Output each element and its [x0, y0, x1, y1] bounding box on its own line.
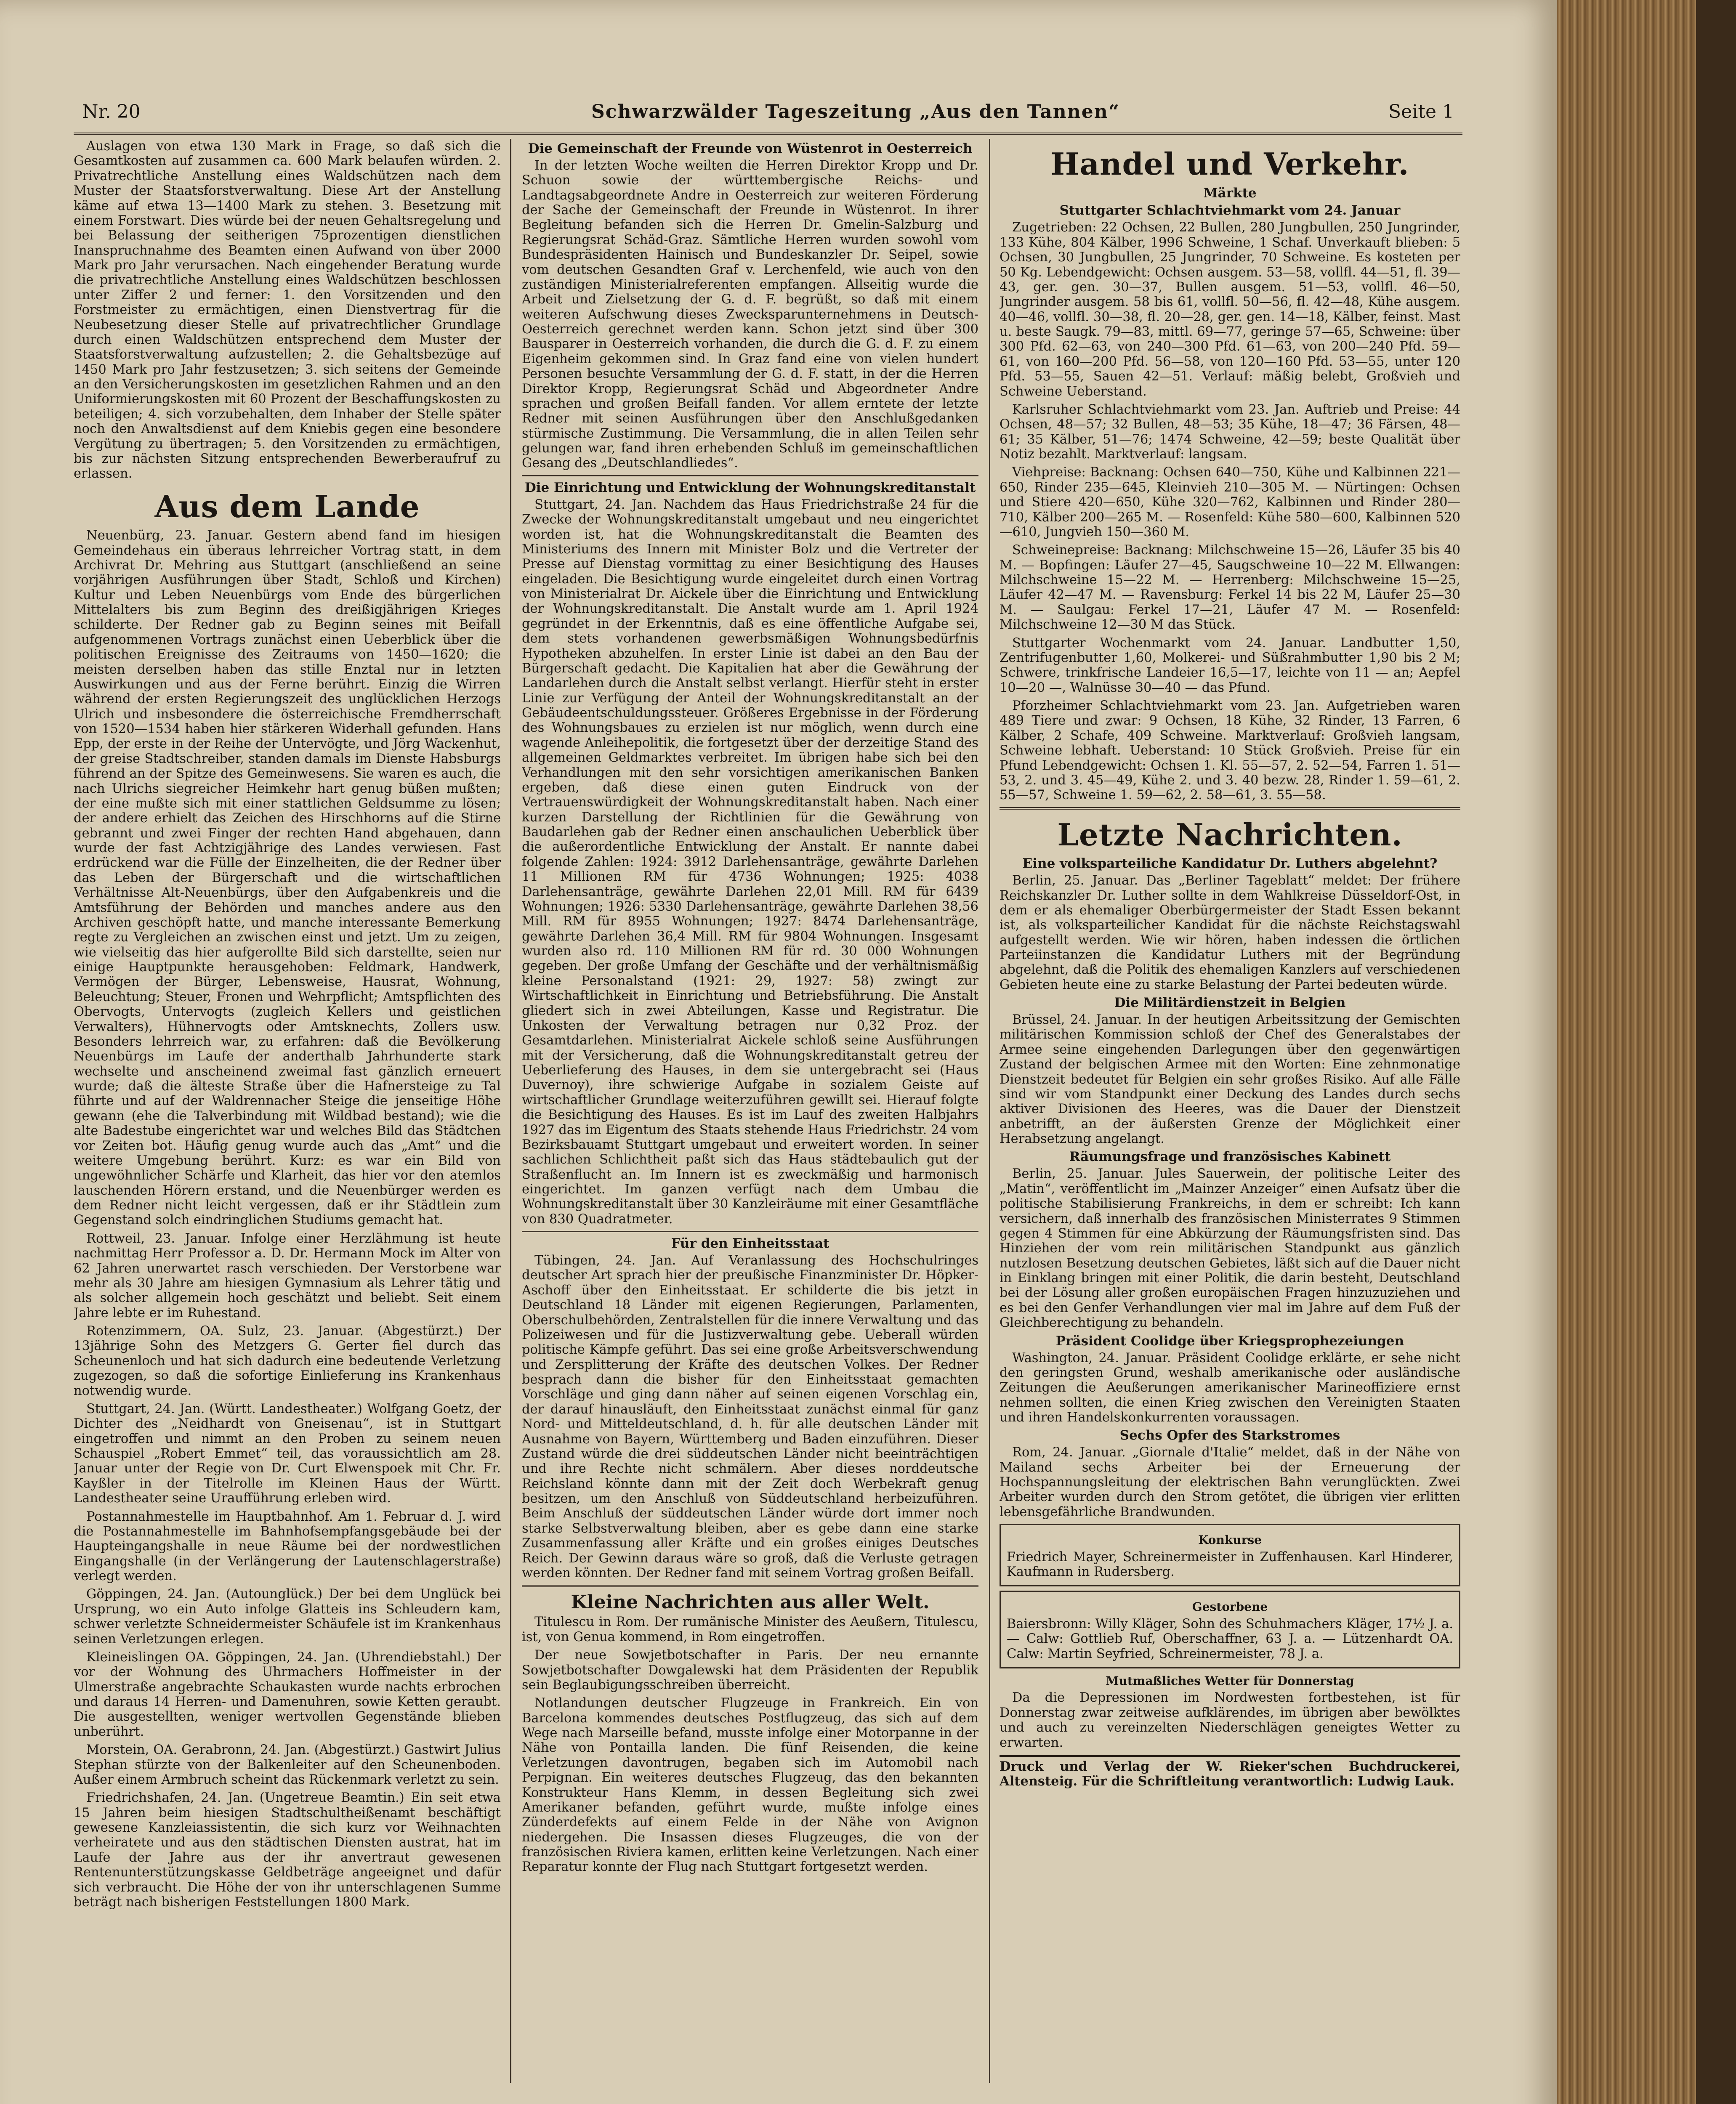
- divider: [522, 1585, 978, 1587]
- imprint: [1000, 1755, 1460, 1789]
- newspaper-title: Schwarzwälder Tageszeitung „Aus den Tannen“: [591, 101, 1120, 122]
- market-schweinepreise: Schweinepreise: Backnang: Milchschweine 15—26, Läufer 35 bis 40 M. — Bopfingen: Läufer 27—45, Saugschweine 10—22 M. Ellwangen: Milchschweine 15—22 M. — Herrenberg: Milchschweine 15—25, Läufer 42—47 M. — Ravensburg: Ferkel 14 bis 22 M, Läufer 25—30 M. — Saulgau: Ferkel 17—21, Läufer 47 M. — Rosenfeld: Milchschweine 12—30 M das Stück.: [1000, 543, 1460, 632]
- article-morstein: Morstein, OA. Gerabronn, 24. Jan. (Abgestürzt.) Gastwirt Julius Stephan stürzte von der Balkenleiter auf den Scheunenboden. Außer einem Armbruch scheint das Rückenmark verletzt zu sein.: [74, 1743, 501, 1787]
- divider: [1000, 807, 1460, 810]
- article-raeumung: Berlin, 25. Januar. Jules Sauerwein, der politische Leiter des „Matin“, veröffentlicht im „Mainzer Anzeiger“ einen Aufsatz über die politische Stabilisierung Frankreichs, in dem er schreibt: Ich kann versichern, daß innerhalb des französischen Ministerrates 9 Stimmen gegen 4 Stimmen für eine Abkürzung der Räumungsfristen sind. Das Hinziehen der vom rein militärischen Standpunkt aus gänzlich nutzlosen Besetzung deutschen Gebietes, läßt sich auf die Dauer nicht in Einklang bringen mit einer Politik, die darin besteht, Deutschland bei der Lösung aller großen europäischen Fragen hinzuzuziehen und es bei den Genfer Verhandlungen vier mal im Jahre auf dem Fuß der Gleichberechtigung zu behandeln.: [1000, 1166, 1460, 1331]
- gestorbene-text: Baiersbronn: Willy Kläger, Sohn des Schuhmachers Kläger, 17½ J. a. — Calw: Gottlieb Ruf, Oberschaffner, 63 J. a. — Lützenhardt OA. Calw: Martin Seyfried, Schreinermeister, 78 J. a.: [1007, 1616, 1453, 1661]
- market-wochenmarkt: Stuttgarter Wochenmarkt vom 24. Januar. Landbutter 1,50, Zentrifugenbutter 1,60, Molkerei- und Süßrahmbutter 1,90 bis 2 M; Schwere, trinkfrische Landeier 16,5—17, leichte von 11 — an; Aepfel 10—20 —, Walnüsse 30—40 — das Pfund.: [1000, 635, 1460, 695]
- column-3: [1000, 139, 1460, 2104]
- article-starkstrom: Rom, 24. Januar. „Giornale d'Italie“ meldet, daß in der Nähe von Mailand sechs Arbeiter bei der Erneuerung der Hochspannungsleitung der elektrischen Bahn verunglückten. Zwei Arbeiter wurden durch den Strom getötet, die übrigen vier erlitten lebensgefährliche Brandwunden.: [1000, 1445, 1460, 1520]
- article-wohnungskreditanstalt: Stuttgart, 24. Jan. Nachdem das Haus Friedrichstraße 24 für die Zwecke der Wohnungskreditanstalt umgebaut und neu eingerichtet worden ist, hat die Wohnungskreditanstalt die Beamten des Ministeriums des Innern mit Minister Bolz und die Vertreter der Presse auf Dienstag vormittag zu einer Besichtigung des Hauses eingeladen. Die Besichtigung wurde eingeleitet durch einen Vortrag von Ministerialrat Dr. Aickele über die Einrichtung und Entwicklung der Wohnungskreditanstalt. Die Anstalt wurde am 1. April 1924 gegründet in der Erkenntnis, daß es eine öffentliche Aufgabe sei, dem stets vorhandenen gewerbsmäßigen Wohnungsbedürfnis Hypotheken abzuhelfen. In erster Linie ist dabei an den Bau der Bürgerschaft gedacht. Die Kapitalien hat aber die Gewährung der Landarlehen durch die Anstalt selbst verlangt. Hierfür steht in erster Linie zur Verfügung der Anteil der Wohnungskreditanstalt an der Gebäudeentschuldungssteuer. Größeres Ergebnisse in der Förderung des Wohnungsbaues zu erzielen ist nur möglich, wenn durch eine wagende Anleihepolitik, die fortgesetzt über der derzeitige Stand des allgemeinen Geldmarktes verbreitet. Im übrigen habe sich bei den Verhandlungen mit den sehr vorsichtigen amerikanischen Banken ergeben, daß diese einen guten Eindruck von der Vertrauenswürdigkeit der Wohnungskreditanstalt haben. Nach einer kurzen Darstellung der Richtlinien für die Gewährung von Baudarlehen gab der Redner einen anschaulichen Ueberblick über die außerordentliche Entwicklung der Anstalt. Er nannte dabei folgende Zahlen: 1924: 3912 Darlehensanträge, gewährte Darlehen 11 Millionen RM für 4736 Wohnungen; 1925: 4038 Darlehensanträge, gewährte Darlehen 22,01 Mill. RM für 6439 Wohnungen; 1926: 5330 Darlehensanträge, gewährte Darlehen 38,56 Mill. RM für 8955 Wohnungen; 1927: 8474 Darlehensanträge, gewährte Darlehen 36,4 Mill. RM für 9804 Wohnungen. Insgesamt wurden also rd. 110 Millionen RM für rd. 30 000 Wohnungen gegeben. Der große Umfang der Geschäfte und der verhältnismäßig kleine Personalstand (1921: 29, 1927: 58) zwingt zur Wirtschaftlichkeit in Einrichtung und Betriebsführung. Die Anstalt gliedert sich in zwei Abteilungen, Kasse und Registratur. Die Unkosten der Verwaltung betragen nur 0,32 Proz. der Gesamtdarlehen. Ministerialrat Aickele schloß seine Ausführungen mit der Versicherung, daß die Wohnungskreditanstalt getreu der Ueberlieferung des Hauses, in dem sie untergebracht sei (Haus Duvernoy), ihre schwierige Aufgabe in sozialem Geiste auf wirtschaftlicher Grundlage weiterzuführen gewillt sei. Hierauf folgte die Besichtigung des Hauses. Es ist im Lauf des zweiten Halbjahrs 1927 das im Eigentum des Staats stehende Haus Friedrichstr. 24 vom Bezirksbauamt Stuttgart umgebaut und erweitert worden. In seiner sachlichen Schlichtheit paßt sich das Haus städtebaulich gut der Straßenflucht an. Im Innern ist es zweckmäßig und harmonisch eingerichtet. Im ganzen verfügt nach dem Umbau die Wohnungskreditanstalt über 30 Kanzleiräume mit einer Gesamtfläche von 830 Quadratmeter.: [522, 497, 978, 1227]
- headline-konkurse: Konkurse: [1198, 1533, 1262, 1547]
- section-heading-handel: Handel und Verkehr.: [1050, 146, 1409, 182]
- divider: [522, 475, 978, 476]
- market-stuttgart-schlachtvieh: Zugetrieben: 22 Ochsen, 22 Bullen, 280 Jungbullen, 250 Jungrinder, 133 Kühe, 804 Kälber, 1996 Schweine, 1 Schaf. Unverkauft blieben: 5 Ochsen, 30 Jungbullen, 25 Jungrinder, 70 Schweine. Es kosteten per 50 Kg. Lebendgewicht: Ochsen ausgem. 53—58, vollfl. 44—51, fl. 39—43, ger. gen. 30—37, Bullen ausgem. 51—53, vollfl. 46—50, Jungrinder ausgem. 58 bis 61, vollfl. 50—56, fl. 42—48, Kühe ausgem. 40—46, vollfl. 30—38, fl. 20—28, ger. gen. 14—18, Kälber, feinst. Mast u. beste Saugk. 79—83, mittl. 69—77, geringe 57—65, Schweine: über 300 Pfd. 62—63, von 240—300 Pfd. 61—63, von 200—240 Pfd. 59—61, von 160—200 Pfd. 56—58, von 120—160 Pfd. 53—55, unter 120 Pfd. 53—55, Sauen 42—51. Verlauf: mäßig belebt, Großvieh und Schweine Ueberstand.: [1000, 220, 1460, 399]
- headline-einheitsstaat: Für den Einheitsstaat: [671, 1236, 829, 1251]
- headline-starkstrom: Sechs Opfer des Starkstromes: [1119, 1428, 1340, 1443]
- column-rule: [989, 139, 990, 2083]
- article-goeppingen: Göppingen, 24. Jan. (Autounglück.) Der bei dem Unglück bei Ursprung, wo ein Auto infolge Glatteis ins Schleudern kam, schwer verletzte Schneidermeister Schäufele ist im Krankenhaus seinen Verletzungen erlegen.: [74, 1587, 501, 1647]
- article-coolidge: Washington, 24. Januar. Präsident Coolidge erklärte, er sehe nicht den geringsten Grund, weshalb amerikanische oder ausländische Zeitungen die Aeußerungen amerikanischer Marineoffiziere ernst nehmen sollten, die einen Krieg zwischen den Vereinigten Staaten und ihren Handelskonkurrenten voraussagen.: [1000, 1350, 1460, 1425]
- konkurse-text: Friedrich Mayer, Schreinermeister in Zuffenhausen. Karl Hinderer, Kaufmann in Rudersberg.: [1007, 1549, 1453, 1580]
- section-heading-kleine-nachrichten: Kleine Nachrichten aus aller Welt.: [571, 1591, 930, 1613]
- article-einheitsstaat: Tübingen, 24. Jan. Auf Veranlassung des Hochschulringes deutscher Art sprach hier der preußische Finanzminister Dr. Höpker-Aschoff über den Einheitsstaat. Er schilderte die bis jetzt in Deutschland 18 Länder mit eigenen Regierungen, Parlamenten, Oberschulbehörden, Zentralstellen für die innere Verwaltung und das Polizeiwesen und für die Justizverwaltung gebe. Ueberall würden politische Kämpfe geführt. Das sei eine große Arbeitsverschwendung und Zersplitterung der Kräfte des deutschen Volkes. Der Redner besprach dann die bisher für den Einheitsstaat gemachten Vorschläge und ging dann näher auf seinen eigenen Vorschlag ein, der darauf hinausläuft, den Einheitsstaat zunächst einmal für ganz Nord- und Mitteldeutschland, d. h. für alle deutschen Länder mit Ausnahme von Bayern, Württemberg und Baden einzuführen. Dieser Zustand würde die drei süddeutschen Länder nicht beeinträchtigen und ihre Rechte nicht schmälern. Aber dieses norddeutsche Reichsland könnte dann mit der Zeit doch Werbekraft genug besitzen, um den Anschluß von Süddeutschland herbeizuführen. Beim Anschluß der süddeutschen Länder würde dort immer noch starke Selbstverwaltung bleiben, aber es gebe dann eine starke Zusammenfassung aller Kräfte und ein großes einiges Deutsches Reich. Der Gewinn daraus wäre so groß, daß die Verluste getragen werden könnten. Der Redner fand mit seinem Vortrag großen Beifall.: [522, 1253, 978, 1581]
- book-binding: [1696, 0, 1736, 2104]
- article-text: Auslagen von etwa 130 Mark in Frage, so daß sich die Gesamtkosten auf zusammen ca. 600 Mark belaufen würden. 2. Privatrechtliche Anstellung eines Waldschützen nach dem Muster der Staatsforstverwaltung. Diese Art der Anstellung käme auf etwa 13—1400 Mark zu stehen. 3. Besetzung mit einem Forstwart. Dies würde bei der neuen Gehaltsregelung und bei Belassung der seitherigen 75prozentigen dienstlichen Inanspruchnahme des Beamten einen Aufwand von über 2000 Mark pro Jahr verursachen. Nach eingehender Beratung wurde die privatrechtliche Anstellung eines Waldschützen beschlossen unter Ziffer 2 und ferner: 1. den Vorsitzenden und den Forstmeister zu ermächtigen, einen Dienstvertrag für die Neubesetzung dieser Stelle auf privatrechtlicher Grundlage durch einen Waldschützen entsprechend dem Muster der Staatsforstverwaltung aufzustellen; 2. die Gehaltsbezüge auf 1450 Mark pro Jahr festzusetzen; 3. sich seitens der Gemeinde an den Versicherungskosten im gesetzlichen Rahmen und an den Uniformierungskosten mit 60 Prozent der Beschaffungskosten zu beteiligen; 4. sich vorzubehalten, dem Inhaber der Stelle später noch den Anwaltsdienst auf dem Kniebis gegen eine besondere Vergütung zu übertragen; 5. den Vorsitzenden zu ermächtigen, bis zur nächsten Sitzung entsprechenden Bewerberaufruf zu erlassen.: [74, 139, 501, 481]
- headline-wuestenrot: Die Gemeinschaft der Freunde von Wüstenrot in Oesterreich: [528, 141, 973, 156]
- article-friedrichshafen: Friedrichshafen, 24. Jan. (Ungetreue Beamtin.) Ein seit etwa 15 Jahren beim hiesigen Stadtschultheißenamt beschäftigt gewesene Kanzleiassistentin, die sich kurz vor Weihnachten verheiratete und aus den städtischen Diensten austrat, hat im Laufe der Jahre aus der ihr anvertraut gewesenen Rentenunterstützungskasse Geldbeträge angeeignet und dafür sich verbraucht. Die Höhe der von ihr unterschlagenen Summe beträgt nach bisherigen Feststellungen 1800 Mark.: [74, 1791, 501, 1910]
- column-rule: [510, 139, 511, 2083]
- headline-coolidge: Präsident Coolidge über Kriegsprophezeiungen: [1055, 1333, 1404, 1349]
- article-rotenzimmern: Rotenzimmern, OA. Sulz, 23. Januar. (Abgestürzt.) Der 13jährige Sohn des Metzgers G. Gerter fiel durch das Scheunenloch und hat sich dadurch eine bedeutende Verletzung zugezogen, so daß die sofortige Einlieferung ins Krankenhaus notwendig wurde.: [74, 1324, 501, 1398]
- market-viehpreise: Viehpreise: Backnang: Ochsen 640—750, Kühe und Kalbinnen 221—650, Rinder 235—645, Kleinvieh 210—305 M. — Nürtingen: Ochsen und Stiere 420—650, Kühe 320—762, Kalbinnen und Rinder 280—710, Kälber 200—265 M. — Rosenfeld: Kühe 580—600, Kalbinnen 520—610, Jungvieh 150—360 M.: [1000, 465, 1460, 539]
- article-notlandungen: Notlandungen deutscher Flugzeuge in Frankreich. Ein von Barcelona kommendes deutsches Postflugzeug, das sich auf dem Wege nach Marseille befand, musste infolge einer Motorpanne in der Nähe von Pontailla landen. Die fünf Reisenden, die keine Verletzungen davontrugen, begaben sich im Automobil nach Perpignan. Ein weiteres deutsches Flugzeug, das den bekannten Konstrukteur Hans Klemm, in dessen Begleitung sich zwei Amerikaner befanden, geführt wurde, mußte infolge eines Zünderdefekts auf einem Felde in der Nähe von Avignon niedergehen. Die Insassen dieses Flugzeuges, die von der französischen Riviera kamen, erlitten keine Verletzungen. Nach einer Reparatur konnte der Flug nach Stuttgart fortgesetzt werden.: [522, 1696, 978, 1875]
- article-wuestenrot: In der letzten Woche weilten die Herren Direktor Kropp und Dr. Schuon sowie der württembergische Reichs- und Landtagsabgeordnete Andre in Oesterreich zur weiteren Förderung der Sache der Gemeinschaft der Freunde in Wüstenrot. In ihrer Begleitung befanden sich die Herren Dr. Gmelin-Salzburg und Regierungsrat Schäd-Graz. Sämtliche Herren wurden sowohl vom Bundespräsidenten Hainisch und Bundeskanzler Dr. Seipel, sowie vom deutschen Gesandten Graf v. Lerchenfeld, wie auch von den zuständigen Ministerialreferenten empfangen. Allseitig wurde die Arbeit und Zielsetzung der G. d. F. begrüßt, so daß mit einem weiteren Aufschwung dieses Zwecksparunternehmens in Deutsch-Oesterreich gerechnet werden kann. Schon jetzt sind über 300 Bausparer in Oesterreich vorhanden, die durch die G. d. F. zu einem Eigenheim gekommen sind. In Graz fand eine von vielen hundert Personen besuchte Versammlung der G. d. F. statt, in der die Herren Direktor Kropp, Regierungsrat Schäd und Abgeordneter Andre sprachen und großen Beifall fanden. Vor allem erntete der letzte Redner mit seinen Ausführungen über den Anschlußgedanken stürmische Zustimmung. Die Versammlung, die in allen Teilen sehr gelungen war, fand ihren erhebenden Schluß im gemeinschaftlichen Gesang des „Deutschlandliedes“.: [522, 158, 978, 471]
- imprint-text: Druck und Verlag der W. Rieker'schen Buchdruckerei, Altensteig. Für die Schriftleitung verantwortlich: Ludwig Lauk.: [1000, 1759, 1460, 1789]
- headline-luther: Eine volksparteiliche Kandidatur Dr. Luthers abgelehnt?: [1022, 856, 1438, 871]
- article-neuenbuerg: Neuenbürg, 23. Januar. Gestern abend fand im hiesigen Gemeindehaus ein überaus lehrreicher Vortrag statt, in dem Archivrat Dr. Mehring aus Stuttgart (anschließend an seine vorjährigen Ausführungen über Stadt, Schloß und Kirchen) Kultur und Leben Neuenbürgs vom Ende des bürgerlichen Mittelalters bis zum Beginn des dreißigjährigen Krieges schilderte. Der Redner gab zu Beginn seines mit Beifall aufgenommenen Vortrags zunächst einen Ueberblick über die politischen Ereignisse des Zeitraums von 1450—1620; die meisten derselben haben das stille Enztal nur in letzten Auswirkungen und aus der Ferne berührt. Einzig die Wirren während der ersten Regierungszeit des unglücklichen Herzogs Ulrich und insbesondere die österreichische Fremdherrschaft von 1520—1534 haben hier stärkeren Widerhall gefunden. Hans Epp, der erste in der Reihe der Untervögte, und Jörg Wackenhut, der greise Stadtschreiber, standen damals im Dienste Habsburgs führend an der Spitze des Gemeinwesens. Sie waren es auch, die nach Ulrichs siegreicher Heimkehr hart genug büßen mußten; der eine mußte sich mit einer stattlichen Geldsumme zu lösen; der andere erhielt das Zeichen des Hirschhorns auf die Stirne gebrannt und zwei Finger der rechten Hand abgehauen, dann wurde der fast Achtzigjährige des Landes verwiesen. Fast erdrückend war die Fülle der Einzelheiten, die der Redner über das Leben der Bürgerschaft und die wirtschaftlichen Verhältnisse Alt-Neuenbürgs, über den Aufgabenkreis und die Amtsführung der Behörden und manches andere aus den Archiven geschöpft hatte, und manche interessante Bemerkung regte zu Vergleichen an zwischen einst und jetzt. Um zu zeigen, wie vielseitig das hier aufgerollte Bild sich darstellte, seien nur einige Hauptpunkte herausgehoben: Feldmark, Handwerk, Vermögen der Bürger, Lebensweise, Hausrat, Wohnung, Beleuchtung; Steuer, Fronen und Wehrpflicht; Amtspflichten des Obervogts, Untervogts (zugleich Kellers und geistlichen Verwalters), Hühnervogts oder Amtsknechts, Zollers usw. Besonders lehrreich war, zu erfahren: daß die Bevölkerung Neuenbürgs im Laufe der anderthalb Jahrhunderte stark wechselte und anscheinend zweimal fast gänzlich erneuert wurde; daß die älteste Straße über die Hafnersteige zu Tal führte und auf der Waldrennacher Steige die jenseitige Höhe gewann (ehe die Talverbindung mit Wildbad bestand); wie die alte Badestube eingerichtet war und welches Bild das Städtchen vor Zeiten bot. Häufig genug wurde auch das „Amt“ und die weitere Umgebung berührt. Kurz: es war ein Bild von ungewöhnlicher Schärfe und Klarheit, das hier vor den atemlos lauschenden Hörern erstand, und die Neuenbürger werden es dem Redner nicht leicht vergessen, daß er ihr Städtlein zum Gegenstand solch eindringlichen Studiums gemacht hat.: [74, 528, 501, 1228]
- article-sowjetbotschafter: Der neue Sowjetbotschafter in Paris. Der neu ernannte Sowjetbotschafter Dowgalewski hat dem Präsidenten der Republik sein Beglaubigungsschreiben überreicht.: [522, 1648, 978, 1692]
- article-postannahme: Postannahmestelle im Hauptbahnhof. Am 1. Februar d. J. wird die Postannahmestelle im Bahnhofsempfangsgebäude bei der Haupteingangshalle in neue Räume bei der nordwestlichen Eingangshalle (in der Verlängerung der Lautenschlagerstraße) verlegt werden.: [74, 1509, 501, 1584]
- headline-stuttgart-schlachtvieh: Stuttgarter Schlachtviehmarkt vom 24. Januar: [1059, 203, 1401, 218]
- article-belgien: Brüssel, 24. Januar. In der heutigen Arbeitssitzung der Gemischten militärischen Kommission schloß der Chef des Generalstabes der Armee seine eingehenden Darlegungen über den gegenwärtigen Zustand der belgischen Armee mit den Worten: Eine zehnmonatige Dienstzeit bedeutet für Belgien ein sehr großes Risiko. Auf alle Fälle sind wir vom Standpunkt einer Deckung des Landes durch sechs aktiver Divisionen des Heeres, was die Dauer der Dienstzeit anbetrifft, an der äußersten Grenze der Möglichkeit einer Herabsetzung angelangt.: [1000, 1012, 1460, 1147]
- article-titulescu: Titulescu in Rom. Der rumänische Minister des Aeußern, Titulescu, ist, von Genua kommend, in Rom eingetroffen.: [522, 1615, 978, 1644]
- section-heading-aus-dem-lande: Aus dem Lande: [154, 488, 420, 524]
- notice-gestorbene: [1000, 1591, 1460, 1668]
- section-heading-letzte-nachrichten: Letzte Nachrichten.: [1057, 816, 1403, 853]
- book-page-edges: [1557, 0, 1736, 2104]
- headline-wohnungskreditanstalt: Die Einrichtung und Entwicklung der Wohnungskreditanstalt: [524, 480, 976, 495]
- article-rottweil: Rottweil, 23. Januar. Infolge einer Herzlähmung ist heute nachmittag Herr Professor a. D. Dr. Hermann Mock im Alter von 62 Jahren unerwartet rasch verschieden. Der Verstorbene war mehr als 30 Jahre am hiesigen Gymnasium als Lehrer tätig und als solcher allgemein hoch geschätzt und beliebt. Seit einem Jahre lebte er im Ruhestand.: [74, 1231, 501, 1320]
- divider: [522, 1231, 978, 1232]
- market-pforzheim: Pforzheimer Schlachtviehmarkt vom 23. Jan. Aufgetrieben waren 489 Tiere und zwar: 9 Ochsen, 18 Kühe, 32 Rinder, 13 Farren, 6 Kälber, 2 Schafe, 409 Schweine. Marktverlauf: Großvieh langsam, Schweine lebhaft. Ueberstand: 10 Stück Großvieh. Preise für ein Pfund Lebendgewicht: Ochsen 1. Kl. 55—57, 2. 52—54, Farren 1. 51—53, 2. und 3. 45—49, Kühe 2. und 3. 40 bezw. 28, Rinder 1. 59—61, 2. 55—57, Schweine 1. 59—62, 2. 58—61, 3. 55—58.: [1000, 699, 1460, 803]
- headline-wetter: Mutmaßliches Wetter für Donnerstag: [1106, 1674, 1354, 1688]
- page-header: [74, 95, 1462, 135]
- weather-text: Da die Depressionen im Nordwesten fortbestehen, ist für Donnerstag zwar zeitweise aufklärendes, im übrigen aber bewölktes und auch zu vereinzelten Niederschlägen geneigtes Wetter zu erwarten.: [1000, 1690, 1460, 1750]
- market-karlsruhe: Karlsruher Schlachtviehmarkt vom 23. Jan. Auftrieb und Preise: 44 Ochsen, 48—57; 32 Bullen, 48—53; 35 Kühe, 18—47; 36 Färsen, 48—61; 35 Kälber, 51—76; 1474 Schweine, 42—59; beste Qualität über Notiz bezahlt. Marktverlauf: langsam.: [1000, 402, 1460, 462]
- column-2: [522, 139, 978, 2104]
- page-number: Seite 1: [1388, 101, 1454, 122]
- headline-belgien: Die Militärdienstzeit in Belgien: [1114, 995, 1346, 1011]
- headline-raeumung: Räumungsfrage und französisches Kabinett: [1069, 1149, 1391, 1165]
- article-kleineislingen: Kleineislingen OA. Göppingen, 24. Jan. (Uhrendiebstahl.) Der vor der Wohnung des Uhrmachers Hoffmeister in der Ulmerstraße angebrachte Schaukasten wurde nachts erbrochen und daraus 14 Herren- und Damenuhren, sowie Ketten geraubt. Die ausgestellten, weniger wertvollen Gegenstände blieben unberührt.: [74, 1650, 501, 1739]
- article-luther: Berlin, 25. Januar. Das „Berliner Tageblatt“ meldet: Der frühere Reichskanzler Dr. Luther sollte in dem Wahlkreise Düsseldorf-Ost, in dem er als ehemaliger Oberbürgermeister der Stadt Essen bekannt ist, als volksparteilicher Kandidat für die nächste Reichstagswahl aufgestellt werden. Wie wir hören, haben indessen die örtlichen Parteiinstanzen die Kandidatur Luthers mit der Begründung abgelehnt, daß die Politik des ehemaligen Kanzlers auf verschiedenen Gebieten heute eine zu starke Belastung der Partei bedeuten würde.: [1000, 873, 1460, 992]
- issue-number: Nr. 20: [82, 101, 141, 122]
- article-stuttgart-theater: Stuttgart, 24. Jan. (Württ. Landestheater.) Wolfgang Goetz, der Dichter des „Neidhardt von Gneisenau“, ist in Stuttgart eingetroffen und nimmt an den Proben zu seinem neuen Schauspiel „Robert Emmet“ teil, das voraussichtlich am 28. Januar unter der Regie von Dr. Curt Elwenspoek mit Chr. Fr. Kayßler in der Titelrolle im Kleinen Haus der Württ. Landestheater seine Uraufführung erleben wird.: [74, 1401, 501, 1506]
- notice-konkurse: [1000, 1524, 1460, 1586]
- headline-gestorbene: Gestorbene: [1192, 1600, 1268, 1614]
- subheading-maerkte: Märkte: [1203, 185, 1257, 201]
- column-1: [74, 139, 501, 2104]
